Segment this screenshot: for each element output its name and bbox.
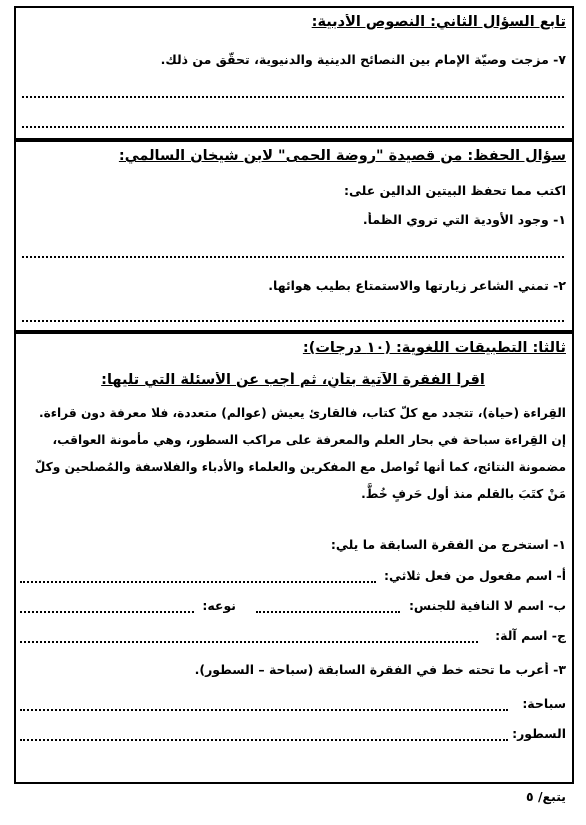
memorization-heading: سؤال الحفظ: من قصيدة "روضة الحمى" لابن شيخان السالمي: <box>118 148 566 164</box>
answer-line[interactable] <box>22 126 564 128</box>
passage-line: مَنْ كتَبَ بالقلم منذ أول حَرفٍ خُطَّ. <box>361 487 566 501</box>
answer-line[interactable] <box>256 611 400 613</box>
answer-line[interactable] <box>20 581 376 583</box>
question-1a-row <box>20 568 566 588</box>
question-3b-row <box>20 726 566 746</box>
question-1: ١- استخرج من الفقرة السابقة ما يلي: <box>330 537 566 552</box>
passage-line: إن القِراءة سباحة في بحار العلم والمعرفة على مراكب السطور، وهي مأمونة العواقب، <box>52 433 566 447</box>
answer-line[interactable] <box>22 96 564 98</box>
memorization-item-1: ١- وجود الأودية التي تروي الظمأ. <box>362 212 566 227</box>
question-3a-row <box>20 696 566 716</box>
question-1b-type-label: نوعه: <box>202 598 236 613</box>
passage-line: القِراءة (حياة)، تتجدد مع كلّ كتاب، فالقارئ يعيش (عوالم) متعددة، فلا معرفة دون قراءة. <box>38 406 566 420</box>
answer-line[interactable] <box>20 641 478 643</box>
question-1b-label: ب- اسم لا النافية للجنس: <box>408 598 566 613</box>
question-3b-label: السطور: <box>512 726 566 741</box>
question-1a-label: أ- اسم مفعول من فعل ثلاثي: <box>384 568 566 583</box>
answer-line[interactable] <box>20 709 508 711</box>
section-two-heading: تابع السؤال الثاني: النصوص الأدبية: <box>311 14 566 30</box>
answer-line[interactable] <box>20 739 508 741</box>
question-3a-label: سباحة: <box>522 696 566 711</box>
passage-line: مضمونة النتائج، كما أنها تُواصل مع المفكرين والعلماء والأدباء والفلاسفة والمُصلحين وكلّ <box>34 460 566 474</box>
page-follows-note: يتبع/ ٥ <box>526 789 566 804</box>
reading-passage <box>20 400 566 508</box>
answer-line[interactable] <box>20 611 194 613</box>
question-1c-row <box>20 628 566 648</box>
memorization-instruction: اكتب مما تحفظ البيتين الدالين على: <box>344 183 566 198</box>
section-three-heading: ثالثا: التطبيقات اللغوية: (١٠ درجات): <box>302 340 566 356</box>
question-3: ٣- أعرب ما تحته خط في الفقرة السابقة (سباحة – السطور). <box>194 662 566 677</box>
question-1c-label: ج- اسم آلة: <box>495 628 566 643</box>
passage-instruction: اقرأ الفقرة الآتية بتأنٍ، ثم أجب عن الأسئلة التي تليها: <box>101 372 485 388</box>
question-1b-row <box>20 598 566 618</box>
memorization-item-2: ٢- تمني الشاعر زيارتها والاستمتاع بطيب هوائها. <box>268 278 566 293</box>
answer-line[interactable] <box>22 320 564 322</box>
memorization-box <box>14 140 574 332</box>
question-7: ٧- مزجت وصيّة الإمام بين النصائح الدينية والدنيوية، تحقّق من ذلك. <box>160 52 566 67</box>
answer-line[interactable] <box>22 256 564 258</box>
